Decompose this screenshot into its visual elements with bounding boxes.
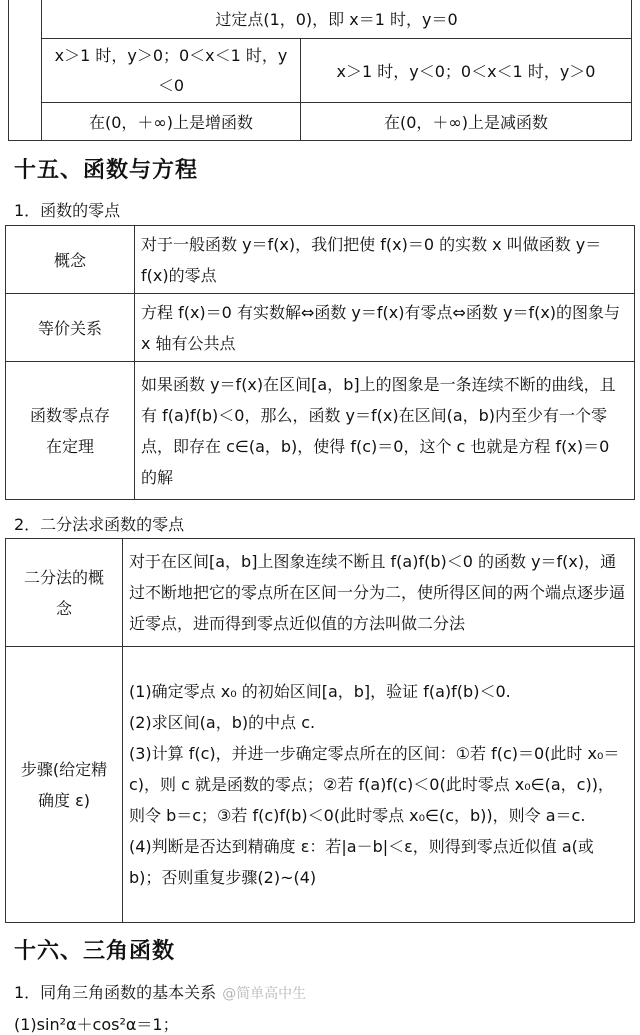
sign-increasing-cell: x＞1 时，y＞0；0＜x＜1 时，y＜0 [42, 39, 301, 103]
decreasing-cell: 在(0，＋∞)上是减函数 [301, 103, 632, 141]
subsection-trig-relations [14, 980, 306, 1003]
concept-label: 概念 [6, 226, 135, 294]
formula-sin-cos: (1)sin²α＋cos²α＝1； [14, 1015, 179, 1034]
step-4: (4)判断是否达到精确度 ε：若|a－b|＜ε，则得到零点近似值 a(或 b)；否则重复步骤(2)~(4) [129, 837, 594, 887]
zero-point-table [5, 225, 635, 500]
bisection-table [5, 538, 635, 923]
step-2: (2)求区间(a，b)的中点 c. [129, 713, 316, 732]
watermark: @简单高中生 [222, 986, 307, 1002]
increasing-cell: 在(0，＋∞)上是增函数 [42, 103, 301, 141]
existence-theorem-content: 如果函数 y＝f(x)在区间[a，b]上的图象是一条连续不断的曲线，且有 f(a)f(b)＜0，那么，函数 y＝f(x)在区间(a，b)内至少有一个零点，即存在 c∈(a，b)，使得 f(c)＝0，这个 c 也就是方程 f(x)＝0 的解 [135, 362, 635, 500]
table-left-blank [9, 0, 42, 141]
sign-decreasing-cell: x＞1 时，y＜0；0＜x＜1 时，y＞0 [301, 39, 632, 103]
steps-label: 步骤(给定精确度 ε) [6, 647, 123, 923]
step-3: (3)计算 f(c)，并进一步确定零点所在的区间：①若 f(c)＝0(此时 x₀＝c)，则 c 就是函数的零点；②若 f(a)f(c)＜0(此时零点 x₀∈(a，c))，则令 b＝c；③若 f(c)f(b)＜0(此时零点 x₀∈(c，b))，则令 a＝c. [129, 744, 620, 825]
subsection-trig-relations-text: 1．同角三角函数的基本关系 [14, 983, 217, 1002]
section-16-title: 十六、三角函数 [14, 939, 176, 964]
fixed-point-cell: 过定点(1，0)，即 x＝1 时，y＝0 [42, 0, 632, 39]
log-function-properties-table [8, 0, 632, 141]
subsection-zero-point: 1．函数的零点 [14, 201, 121, 220]
subsection-bisection: 2．二分法求函数的零点 [14, 515, 185, 534]
steps-content [123, 647, 635, 923]
bisection-concept-content: 对于在区间[a，b]上图象连续不断且 f(a)f(b)＜0 的函数 y＝f(x)，通过不断地把它的零点所在区间一分为二，使所得区间的两个端点逐步逼近零点，进而得到零点近似值的方法叫做二分法 [123, 539, 635, 647]
equivalence-label: 等价关系 [6, 294, 135, 362]
section-15-title: 十五、函数与方程 [14, 158, 199, 183]
bisection-concept-label: 二分法的概念 [6, 539, 123, 647]
existence-theorem-label: 函数零点存在定理 [6, 362, 135, 500]
equivalence-content: 方程 f(x)＝0 有实数解⇔函数 y＝f(x)有零点⇔函数 y＝f(x)的图象与 x 轴有公共点 [135, 294, 635, 362]
concept-content: 对于一般函数 y＝f(x)，我们把使 f(x)＝0 的实数 x 叫做函数 y＝f(x)的零点 [135, 226, 635, 294]
step-1: (1)确定零点 x₀ 的初始区间[a，b]，验证 f(a)f(b)＜0. [129, 682, 511, 701]
